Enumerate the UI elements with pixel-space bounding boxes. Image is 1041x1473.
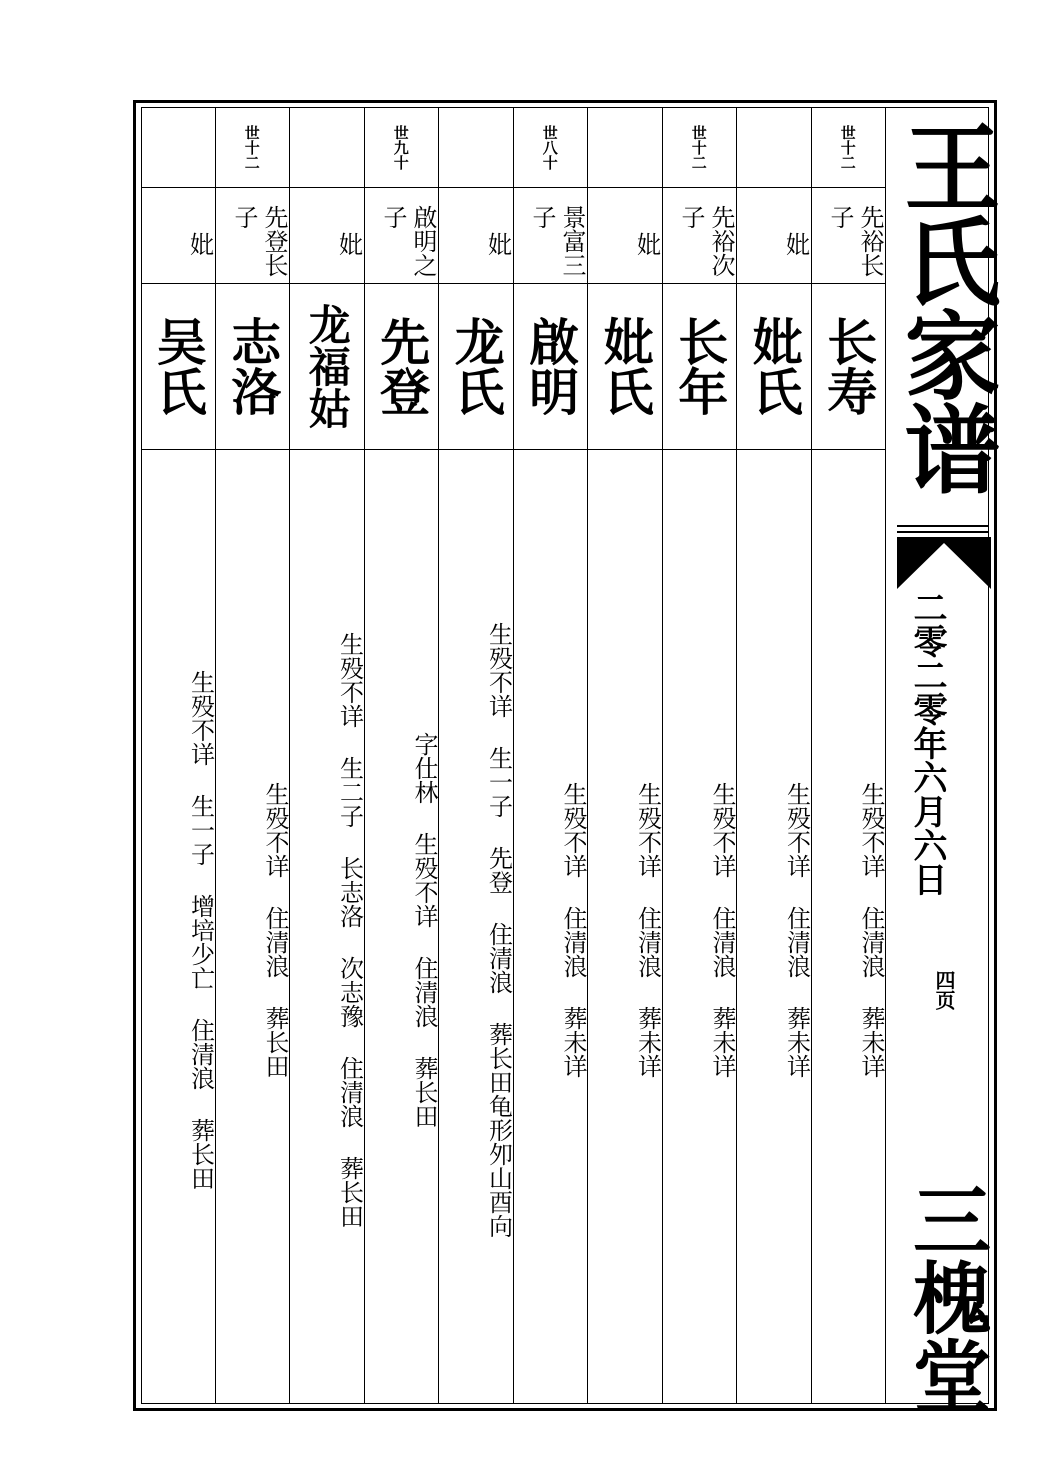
person-column <box>514 107 589 1404</box>
generation-label: 世十二 <box>838 124 857 170</box>
bio-line: 生殁不详 <box>261 781 289 878</box>
relation-label: 先裕次子 <box>677 205 735 277</box>
person-bio <box>216 449 290 1404</box>
chevron-ornament-icon <box>897 537 991 589</box>
person-bio <box>514 449 588 1404</box>
person-name: 妣氏 <box>744 316 804 416</box>
bio-line: 生殁不详 <box>708 781 736 878</box>
bio-line: 住清浪 <box>484 921 513 994</box>
person-bio <box>141 449 215 1404</box>
relation-label: 先登长子 <box>230 205 288 277</box>
person-name: 长年 <box>670 316 730 416</box>
person-column <box>588 107 663 1404</box>
generation-label: 世十二 <box>689 124 708 170</box>
person-bio <box>290 449 364 1404</box>
person-bio <box>737 449 811 1404</box>
generation-label: 世九十 <box>391 124 410 170</box>
book-title: 王氏家谱 <box>889 118 1002 494</box>
relation-label: 妣 <box>334 232 363 256</box>
bio-line: 生一子 <box>186 793 215 866</box>
bio-line: 生殁不详 <box>857 781 885 878</box>
person-bio <box>588 449 662 1404</box>
person-column <box>737 107 812 1404</box>
bio-line: 住清浪 <box>782 905 811 978</box>
bio-line: 生殁不详 <box>335 631 364 728</box>
bio-line: 生殁不详 <box>559 781 587 878</box>
bio-line: 住清浪 <box>708 905 736 978</box>
person-column <box>216 107 291 1404</box>
bio-line: 次志豫 <box>335 955 364 1028</box>
relation-label: 景富三子 <box>528 205 586 277</box>
bio-line: 字仕林 <box>410 731 438 804</box>
person-name: 龙氏 <box>446 316 506 416</box>
bio-line: 住清浪 <box>410 955 438 1028</box>
bio-line: 住清浪 <box>335 1055 364 1128</box>
relation-label: 啟明之子 <box>379 205 437 277</box>
bio-line: 葬长田 <box>186 1117 215 1190</box>
person-name: 先登 <box>372 316 432 416</box>
bio-line: 先登 <box>484 845 513 894</box>
person-column <box>663 107 738 1404</box>
bio-line: 葬未详 <box>782 1005 811 1078</box>
person-name: 啟明 <box>521 316 581 416</box>
generation-label <box>588 107 662 187</box>
bio-line: 葬长田 <box>410 1055 438 1128</box>
bio-line: 葬长田 <box>261 1005 289 1078</box>
person-bio <box>812 449 886 1404</box>
relation-label: 先裕长子 <box>826 205 884 277</box>
title-rule <box>897 525 989 527</box>
title-rule <box>897 531 989 533</box>
generation-label <box>141 107 215 187</box>
publication-date: 二零二零年六月六日 <box>907 590 947 896</box>
relation-label: 妣 <box>632 232 661 256</box>
bio-line: 住清浪 <box>261 905 289 978</box>
person-name: 吴氏 <box>148 316 208 416</box>
bio-line: 住清浪 <box>633 905 662 978</box>
person-name: 志洛 <box>223 316 283 416</box>
hall-name: 三槐堂 <box>900 1180 991 1414</box>
person-column <box>290 107 365 1404</box>
generation-label <box>290 107 364 187</box>
bio-line: 葬长田龟形夘山酉向 <box>484 1021 513 1238</box>
bio-line: 生二子 <box>335 755 364 828</box>
generation-label: 世十二 <box>242 124 261 170</box>
bio-line: 葬未详 <box>559 1005 587 1078</box>
bio-line: 生一子 <box>484 745 513 818</box>
bio-line: 生殁不详 <box>410 831 438 928</box>
bio-line: 生殁不详 <box>484 621 513 718</box>
person-name: 龙福姑 <box>302 303 352 429</box>
relation-label: 妣 <box>185 232 214 256</box>
page-number: 四页 <box>932 970 956 1010</box>
bio-line: 增培少亡 <box>186 893 215 990</box>
generation-label: 世八十 <box>540 124 559 170</box>
bio-line: 住清浪 <box>559 905 587 978</box>
person-bio <box>663 449 737 1404</box>
bio-line: 住清浪 <box>857 905 885 978</box>
person-column <box>812 107 887 1404</box>
bio-line: 葬长田 <box>335 1155 364 1228</box>
relation-label: 妣 <box>483 232 512 256</box>
bio-line: 葬未详 <box>708 1005 736 1078</box>
person-column <box>365 107 440 1404</box>
person-column <box>141 107 216 1404</box>
bio-line: 葬未详 <box>857 1005 885 1078</box>
bio-line: 葬未详 <box>633 1005 662 1078</box>
genealogy-table <box>141 107 886 1404</box>
person-bio <box>365 449 439 1404</box>
generation-label <box>737 107 811 187</box>
person-column <box>439 107 514 1404</box>
bio-line: 生殁不详 <box>633 781 662 878</box>
generation-label <box>439 107 513 187</box>
person-name: 长寿 <box>819 316 879 416</box>
bio-line: 生殁不详 <box>782 781 811 878</box>
relation-label: 妣 <box>781 232 810 256</box>
person-bio <box>439 449 513 1404</box>
bio-line: 生殁不详 <box>186 669 215 766</box>
bio-line: 住清浪 <box>186 1017 215 1090</box>
person-name: 妣氏 <box>595 316 655 416</box>
bio-line: 长志洛 <box>335 855 364 928</box>
